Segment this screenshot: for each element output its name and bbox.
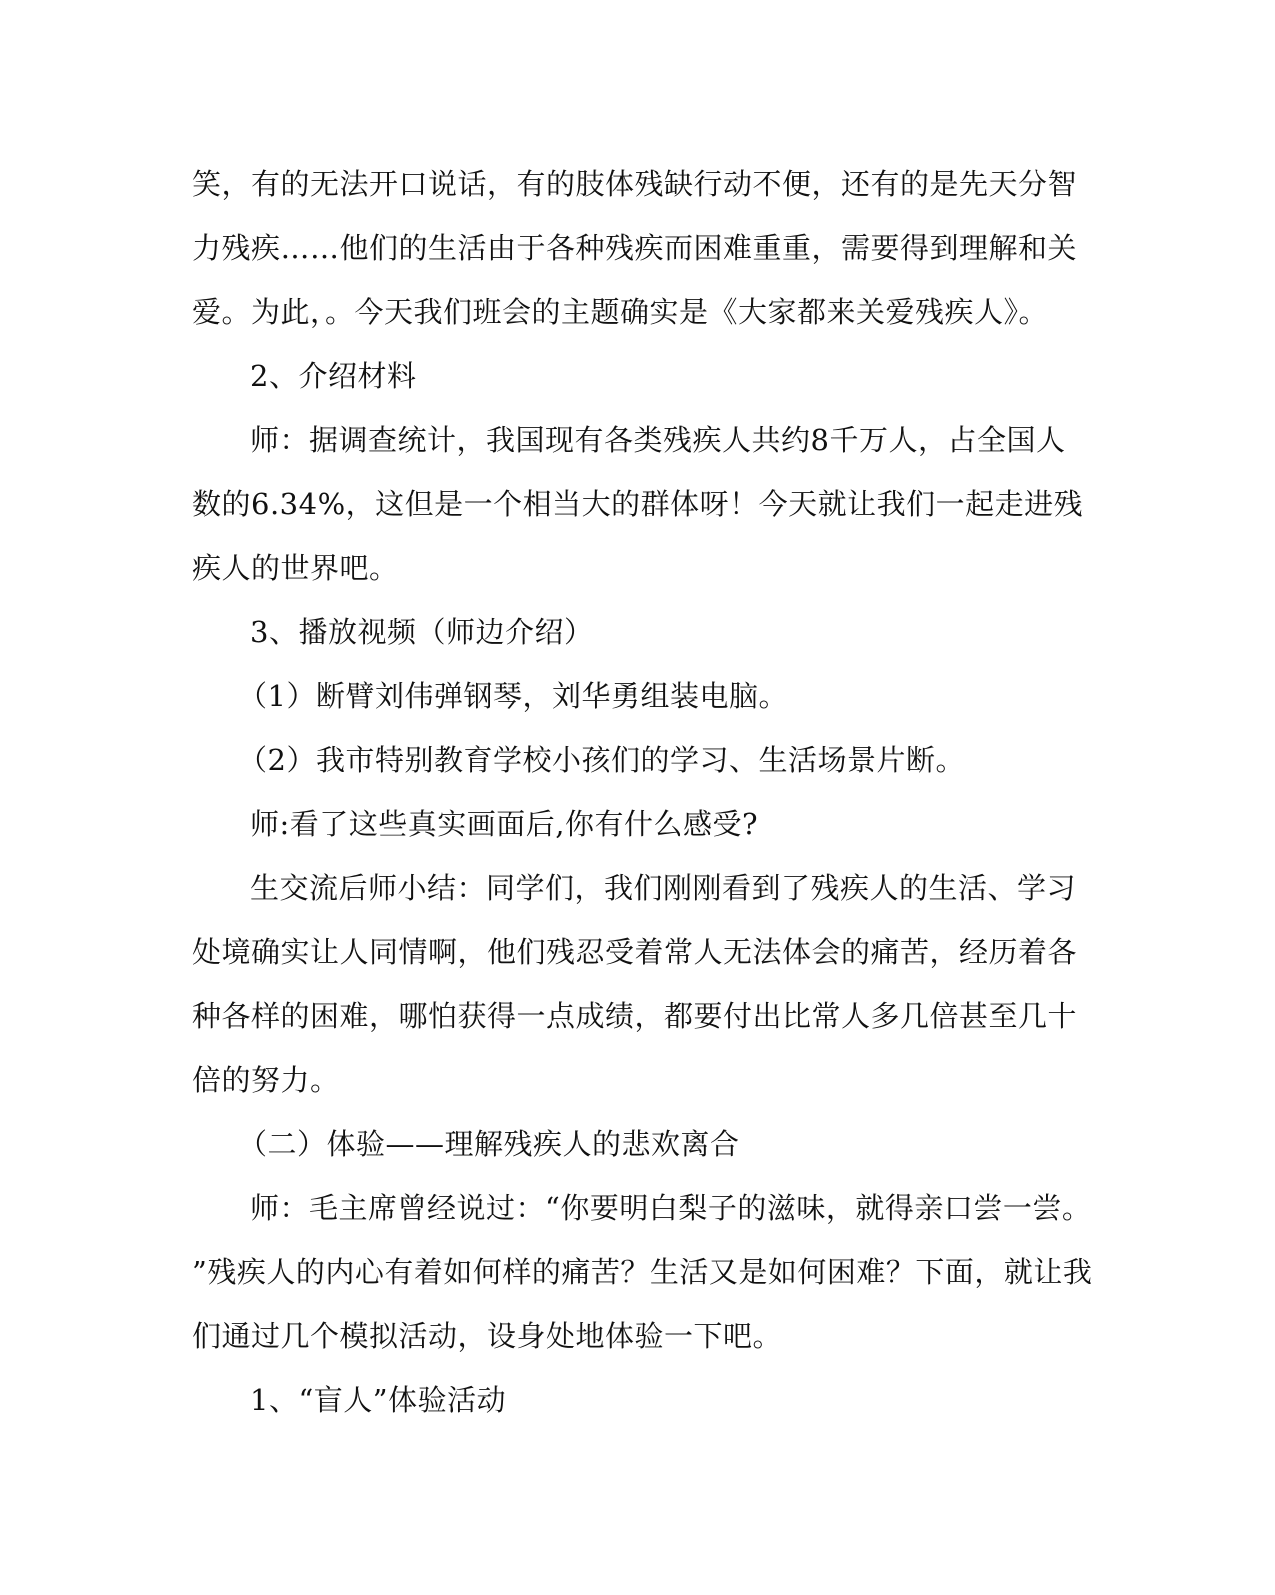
text-line: 处境确实让人同情啊，他们残忍受着常人无法体会的痛苦，经历着各 bbox=[192, 935, 1078, 969]
text-line: 种各样的困难，哪怕获得一点成绩，都要付出比常人多几倍甚至几十 bbox=[192, 999, 1078, 1033]
text-line: 生交流后师小结：同学们，我们刚刚看到了残疾人的生活、学习 bbox=[250, 871, 1077, 905]
text-line: 师：据调查统计，我国现有各类残疾人共约8千万人，占全国人 bbox=[250, 423, 1066, 457]
section-heading: 3、播放视频（师边介绍） bbox=[250, 615, 594, 649]
list-item: （1）断臂刘伟弹钢琴，刘华勇组装电脑。 bbox=[238, 679, 788, 713]
list-item: （2）我市特别教育学校小孩们的学习、生活场景片断。 bbox=[238, 743, 965, 777]
text-line: ”残疾人的内心有着如何样的痛苦？生活又是如何困难？下面，就让我 bbox=[192, 1255, 1093, 1289]
text-line: 数的6.34%，这但是一个相当大的群体呀！今天就让我们一起走进残 bbox=[192, 487, 1084, 521]
text-line: 力残疾……他们的生活由于各种残疾而困难重重，需要得到理解和关 bbox=[192, 231, 1078, 265]
text-line: 师:看了这些真实画面后,你有什么感受? bbox=[250, 807, 759, 841]
text-line: 师：毛主席曾经说过：“你要明白梨子的滋味，就得亲口尝一尝。 bbox=[250, 1191, 1092, 1225]
text-line: 疾人的世界吧。 bbox=[192, 551, 399, 585]
text-line: 笑，有的无法开口说话，有的肢体残缺行动不便，还有的是先天分智 bbox=[192, 167, 1078, 201]
text-line: 爱。为此，。今天我们班会的主题确实是《大家都来关爱残疾人》。 bbox=[192, 295, 1049, 329]
section-heading: 1、“盲人”体验活动 bbox=[250, 1383, 507, 1417]
text-line: 倍的努力。 bbox=[192, 1063, 340, 1097]
section-heading: （二）体验——理解残疾人的悲欢离合 bbox=[238, 1127, 740, 1161]
text-line: 们通过几个模拟活动，设身处地体验一下吧。 bbox=[192, 1319, 783, 1353]
section-heading: 2、介绍材料 bbox=[250, 359, 417, 393]
